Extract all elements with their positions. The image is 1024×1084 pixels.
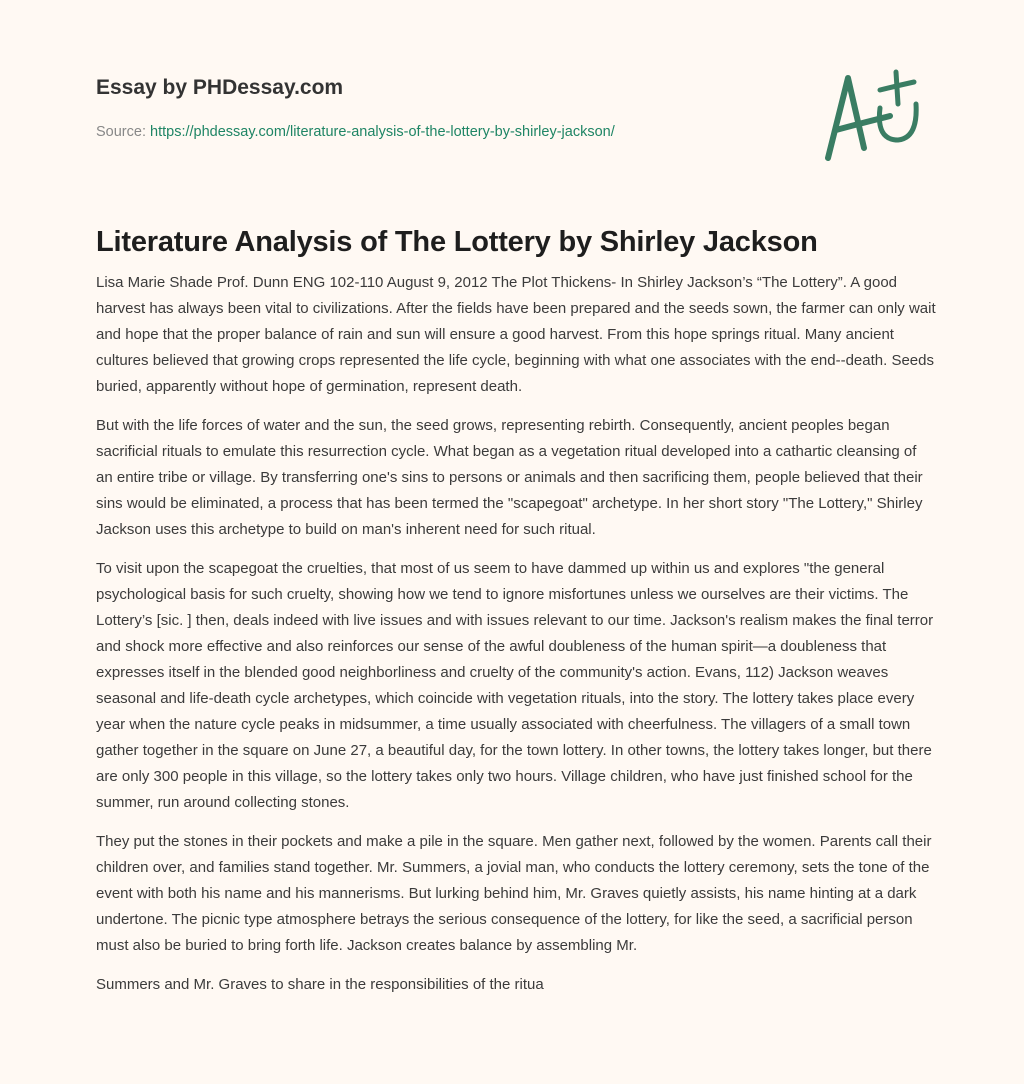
- essay-title: Literature Analysis of The Lottery by Shirley Jackson: [96, 226, 818, 258]
- essay-body: [96, 270, 936, 1011]
- source-label: Source:: [96, 124, 146, 140]
- essay-paragraph: To visit upon the scapegoat the cruelties, that most of us seem to have dammed up within us and explores "the general psychological basis for such cruelty, showing how we tend to ignore misfortunes unless we ourselves are their victims. The Lottery’s [sic. ] then, deals indeed with live issues and with issues relevant to our time. Jackson's realism makes the final terror and shock more effective and also reinforces our sense of the awful doubleness of the human spirit—a doubleness that expresses itself in the blended good neighborliness and cruelty of the community's action. Evans, 112) Jackson weaves seasonal and life-death cycle archetypes, which coincide with vegetation rituals, into the story. The lottery takes place every year when the nature cycle peaks in midsummer, a time usually associated with cheerfulness. The villagers of a small town gather together in the square on June 27, a beautiful day, for the town lottery. In other towns, the lottery takes longer, but there are only 300 people in this village, so the lottery takes only two hours. Village children, who have just finished school for the summer, run around collecting stones.: [96, 560, 934, 811]
- source-link[interactable]: https://phdessay.com/literature-analysis-of-the-lottery-by-shirley-jackson/: [150, 124, 615, 140]
- essay-paragraph: They put the stones in their pockets and make a pile in the square. Men gather next, followed by the women. Parents call their children over, and families stand together. Mr. Summers, a jovial man, who conducts the lottery ceremony, sets the tone of the event with both his name and his mannerisms. But lurking behind him, Mr. Graves quietly assists, his name hinting at a dark undertone. The picnic type atmosphere betrays the serious consequence of the lottery, for like the seed, a sacrificial person must also be buried to bring forth life. Jackson creates balance by assembling Mr.: [96, 833, 932, 954]
- essay-paragraph: Summers and Mr. Graves to share in the responsibilities of the ritua: [96, 976, 544, 993]
- essay-paragraph: But with the life forces of water and the sun, the seed grows, representing rebirth. Consequently, ancient peoples began sacrificial rituals to emulate this resurrection cycle. What began as a vegetation ritual developed into a cathartic cleansing of an entire tribe or village. By transferring one's sins to persons or animals and then sacrificing them, people believed that their sins would be eliminated, a process that has been termed the "scapegoat" archetype. In her short story "The Lottery," Shirley Jackson uses this archetype to build on man's inherent need for such ritual.: [96, 417, 923, 538]
- a-plus-logo-icon: [818, 68, 928, 168]
- source-line: [96, 124, 615, 140]
- essay-paragraph: Lisa Marie Shade Prof. Dunn ENG 102-110 August 9, 2012 The Plot Thickens- In Shirley Jackson’s “The Lottery”. A good harvest has always been vital to civilizations. After the fields have been prepared and the seeds sown, the farmer can only wait and hope that the proper balance of rain and sun will ensure a good harvest. From this hope springs ritual. Many ancient cultures believed that growing crops represented the life cycle, beginning with what one associates with the end--death. Seeds buried, apparently without hope of germination, represent death.: [96, 274, 936, 395]
- site-header: [96, 76, 343, 100]
- site-title: Essay by PHDessay.com: [96, 76, 344, 99]
